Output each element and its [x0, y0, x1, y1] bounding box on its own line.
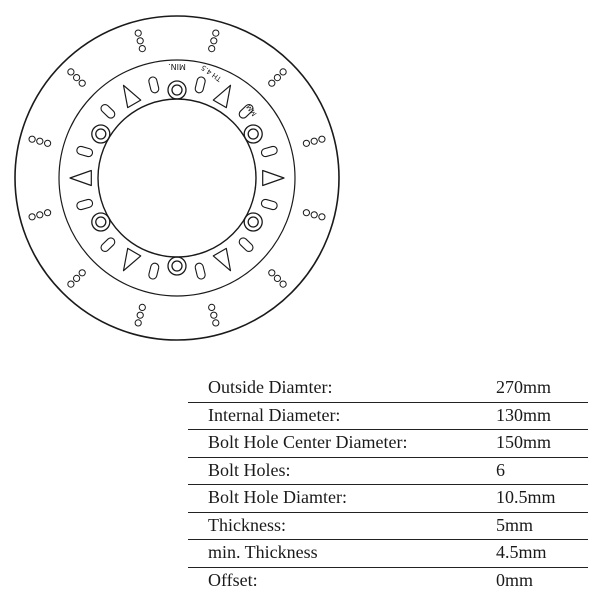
drill-hole: [74, 275, 80, 281]
drill-hole: [139, 46, 145, 52]
triangle-cutout: [70, 171, 91, 186]
drill-hole: [303, 210, 309, 216]
drill-hole: [274, 275, 280, 281]
drill-hole: [37, 138, 43, 144]
spec-value: 10.5mm: [496, 487, 556, 507]
drill-hole: [79, 270, 85, 276]
triangle-cutout: [124, 85, 141, 107]
drill-hole: [139, 304, 145, 310]
spec-row-bolt-hole-diameter: [188, 485, 588, 513]
brake-disc-svg: [0, 0, 360, 360]
drill-hole: [211, 38, 217, 44]
rounded-slot: [238, 236, 255, 253]
spec-value: 6: [496, 459, 505, 480]
triangle-cutout: [124, 248, 141, 270]
spec-label: Offset:: [208, 569, 258, 590]
drill-hole: [209, 304, 215, 310]
rounded-slot: [148, 262, 160, 279]
bolt-hole-inner: [248, 129, 258, 139]
spec-label: Bolt Holes:: [208, 459, 291, 480]
drill-hole: [29, 214, 35, 220]
min-stamp: MIN.: [168, 62, 186, 71]
drill-hole: [269, 270, 275, 276]
spec-value: 150mm: [496, 432, 552, 452]
drill-hole: [135, 320, 141, 326]
drill-hole: [45, 140, 51, 146]
spec-value: 270mm: [496, 377, 552, 397]
drill-hole: [213, 30, 219, 36]
spec-label: min. Thickness: [208, 542, 318, 562]
bolt-hole-group: [92, 81, 262, 275]
bolt-hole-outer: [244, 125, 262, 143]
triangle-cutout: [263, 171, 284, 186]
unit-marking: MM: [245, 102, 259, 118]
bolt-hole-inner: [248, 217, 258, 227]
spec-value: 5mm: [496, 514, 534, 535]
rounded-slot: [194, 262, 206, 279]
spec-label: Internal Diameter:: [208, 404, 341, 425]
spec-value: 0mm: [496, 569, 534, 590]
spec-row-thickness: [188, 513, 588, 541]
drill-hole: [135, 30, 141, 36]
drill-hole: [45, 210, 51, 216]
bolt-hole-outer: [92, 125, 110, 143]
drill-hole: [319, 136, 325, 142]
rounded-slot: [148, 76, 160, 93]
spec-label: Bolt Hole Center Diameter:: [208, 432, 408, 452]
rounded-slot: [76, 198, 94, 210]
spec-row-offset: [188, 568, 588, 595]
triangle-cutout: [213, 85, 230, 107]
drill-hole: [319, 214, 325, 220]
rounded-slot: [99, 103, 116, 120]
drill-hole: [303, 140, 309, 146]
bolt-hole-inner: [96, 217, 106, 227]
spec-label: Thickness:: [208, 514, 286, 535]
spec-row-min-thickness: [188, 540, 588, 568]
thickness-marking: TH 4.5: [199, 63, 224, 83]
spec-row-outside-diameter: [188, 375, 588, 403]
drill-hole: [211, 312, 217, 318]
bolt-hole-outer: [92, 213, 110, 231]
bolt-hole-outer: [168, 257, 186, 275]
rounded-slot: [261, 198, 279, 210]
spec-row-bolt-hole-center-diameter: [188, 430, 588, 458]
bolt-hole-inner: [172, 261, 182, 271]
drill-hole: [311, 138, 317, 144]
spec-row-internal-diameter: [188, 403, 588, 431]
drill-hole: [209, 46, 215, 52]
drill-hole: [79, 80, 85, 86]
drill-hole: [137, 312, 143, 318]
spec-label: Outside Diamter:: [208, 377, 333, 397]
drill-hole: [280, 69, 286, 75]
triangle-cutout: [213, 248, 230, 270]
rounded-slot: [99, 236, 116, 253]
spec-value: 4.5mm: [496, 542, 547, 562]
drill-hole-group: [29, 30, 325, 326]
drill-hole: [137, 38, 143, 44]
drill-hole: [29, 136, 35, 142]
spec-table: [188, 375, 588, 594]
brake-disc-diagram: [0, 0, 360, 360]
rounded-slot: [76, 145, 94, 157]
rounded-slot: [261, 145, 279, 157]
drill-hole: [68, 281, 74, 287]
drill-hole: [311, 212, 317, 218]
rounded-slot: [194, 76, 206, 93]
drill-hole: [74, 75, 80, 81]
drill-hole: [68, 69, 74, 75]
drill-hole: [269, 80, 275, 86]
bolt-hole-inner: [96, 129, 106, 139]
drill-hole: [213, 320, 219, 326]
bolt-hole-outer: [168, 81, 186, 99]
bolt-hole-outer: [244, 213, 262, 231]
spec-label: Bolt Hole Diamter:: [208, 487, 347, 507]
drill-hole: [280, 281, 286, 287]
bolt-hole-inner: [172, 85, 182, 95]
center-bore: [98, 99, 259, 257]
spec-value: 130mm: [496, 404, 552, 425]
drill-hole: [274, 75, 280, 81]
spec-row-bolt-holes: [188, 458, 588, 486]
drill-hole: [37, 212, 43, 218]
